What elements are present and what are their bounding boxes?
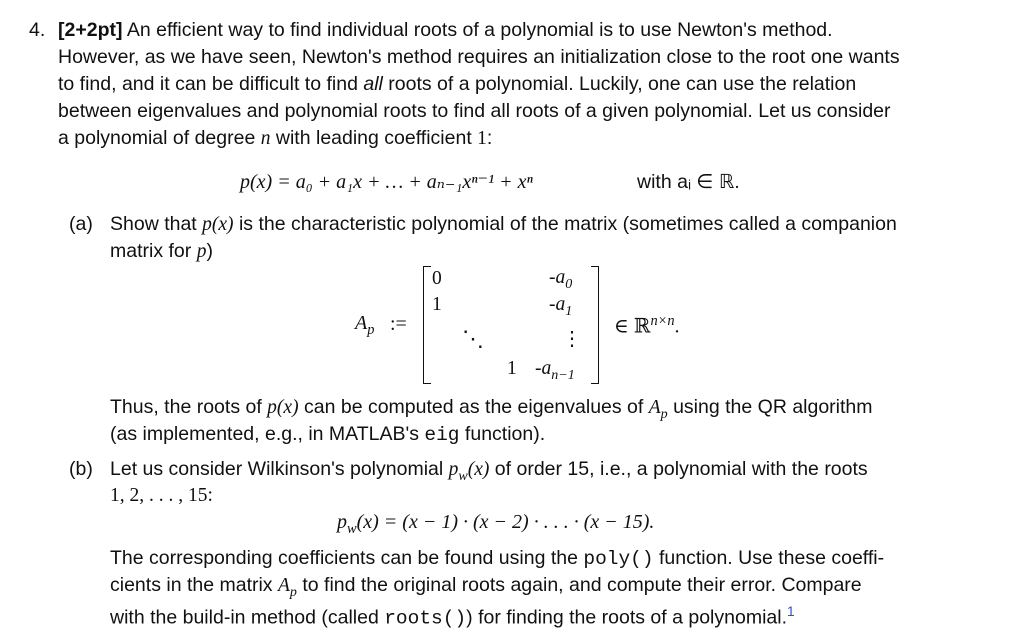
eq-rest: (x) = (x − 1) · (x − 2) · . . . · (x − 15).: [356, 511, 655, 533]
follow-text-4: (as implemented, e.g., in MATLAB's: [110, 423, 425, 445]
part-b-line-1: [110, 456, 868, 489]
code-roots: roots(): [384, 607, 467, 630]
matrix-col-a0: [549, 267, 572, 293]
intro-line-1: [58, 17, 833, 43]
intro-colon: :: [486, 127, 493, 149]
col-an: -a: [535, 358, 552, 379]
eq-pw-sub: w: [347, 521, 357, 537]
col-a0-sub: 0: [565, 275, 573, 292]
part-a-line-2: [110, 238, 213, 265]
para-text-3a: with the build-in method (called: [110, 606, 385, 629]
matrix-rhs: [614, 313, 680, 339]
matrix-right-bracket: [591, 266, 599, 384]
matrix-left-bracket: [423, 266, 431, 384]
eq-pw: p: [337, 511, 347, 533]
footnote-link[interactable]: 1: [787, 604, 795, 619]
matrix-r2c1: 1: [432, 294, 442, 315]
poly-equation-with: with aᵢ ∈ ℝ.: [637, 171, 740, 193]
part-a-text-1: Show that: [110, 213, 203, 235]
intro-text-4: between eigenvalues and polynomial roots to find all roots of a given polynomial. Let us consider: [58, 100, 891, 122]
para-ap-sub: p: [289, 583, 297, 600]
intro-text-5a: a polynomial of degree: [58, 127, 261, 149]
para-text-1b: function. Use these coeffi-: [653, 547, 885, 569]
intro-line-4: [58, 98, 891, 124]
matrix-diag-dots: ⋱: [462, 326, 484, 351]
matrix-rhs-end: .: [674, 315, 680, 338]
follow-text-2: can be computed as the eigenvalues of: [298, 396, 649, 418]
problem-number-text: 4.: [29, 19, 46, 41]
col-an-sub: n−1: [551, 366, 575, 383]
problem-number: [29, 17, 45, 43]
matrix-rhs-sup: n×n: [650, 313, 675, 329]
math-px: p(x): [202, 214, 234, 235]
part-a-text-3: matrix for: [110, 240, 197, 262]
intro-text-3a: to find, and it can be difficult to find: [58, 73, 364, 95]
part-a-label: (a): [69, 213, 93, 235]
points-label: [2+2pt]: [58, 19, 123, 41]
math-one: 1: [477, 128, 487, 149]
matrix-col-a1: [549, 294, 572, 320]
follow-px: p(x): [267, 397, 299, 418]
code-poly: poly(): [583, 548, 654, 570]
col-a0: -a: [549, 267, 566, 288]
matrix-vdots: ⋮: [562, 328, 582, 350]
intro-text-1: An efficient way to find individual roots of a polynomial is to use Newton's method.: [126, 19, 833, 41]
matrix-r1c1: 0: [432, 268, 442, 289]
math-n: n: [260, 128, 271, 149]
follow-ap-sub: p: [660, 405, 668, 422]
matrix-last-one: 1: [507, 358, 517, 379]
part-a-line-1: [110, 211, 897, 238]
para-text-3b: ) for finding the roots of a polynomial.: [466, 606, 787, 629]
para-ap: A: [277, 575, 290, 596]
intro-line-2: [58, 44, 900, 70]
math-pw: p: [448, 459, 459, 480]
part-a-text-4: ): [206, 240, 213, 262]
para-text-2b: to find the original roots again, and compute their error. Compare: [296, 574, 862, 596]
matrix-lhs: [355, 312, 374, 339]
intro-text-2: However, as we have seen, Newton's method requires an initialization close to the root one wants: [58, 46, 900, 68]
wilkinson-equation: [337, 511, 654, 538]
intro-text-5b: with leading coefficient: [270, 127, 478, 149]
part-b-para-1: [110, 545, 884, 572]
part-b-text-2: of order 15, i.e., a polynomial with the roots: [489, 458, 868, 480]
part-b-label: (b): [69, 458, 93, 480]
matrix-rhs-set: ∈ ℝ: [614, 315, 651, 338]
para-text-2a: cients in the matrix: [110, 574, 278, 596]
part-b-para-3: [110, 599, 795, 632]
matrix-lhs-a: A: [355, 312, 368, 334]
poly-equation: p(x) = a₀ + a₁x + … + aₙ₋₁xⁿ⁻¹ + xⁿ: [240, 171, 533, 193]
intro-line-5: [58, 125, 492, 152]
para-text-1: The corresponding coefficients can be found using the: [110, 547, 584, 569]
follow-ap: A: [648, 397, 661, 418]
matrix-lhs-sub: p: [367, 322, 375, 338]
math-p: p: [196, 241, 207, 262]
math-pw-sub: w: [458, 467, 468, 484]
follow-text-1: Thus, the roots of: [110, 396, 268, 418]
follow-text-5: function).: [459, 423, 546, 445]
intro-emph-all: all: [363, 73, 383, 95]
matrix-def: :=: [390, 313, 407, 335]
part-b-text-1: Let us consider Wilkinson's polynomial: [110, 458, 449, 480]
math-pw-arg: (x): [467, 459, 490, 480]
matrix-col-an: [535, 358, 575, 384]
code-eig: eig: [424, 424, 460, 446]
intro-line-3: [58, 71, 856, 97]
part-a-text-2: is the characteristic polynomial of the matrix (sometimes called a companion: [233, 213, 897, 235]
col-a1: -a: [549, 294, 566, 315]
intro-text-3b: roots of a polynomial. Luckily, one can use the relation: [382, 73, 857, 95]
part-b-line-2: 1, 2, . . . , 15:: [110, 485, 213, 506]
col-a1-sub: 1: [565, 302, 573, 319]
part-a-follow-2: [110, 421, 545, 448]
follow-text-3: using the QR algorithm: [667, 396, 873, 418]
